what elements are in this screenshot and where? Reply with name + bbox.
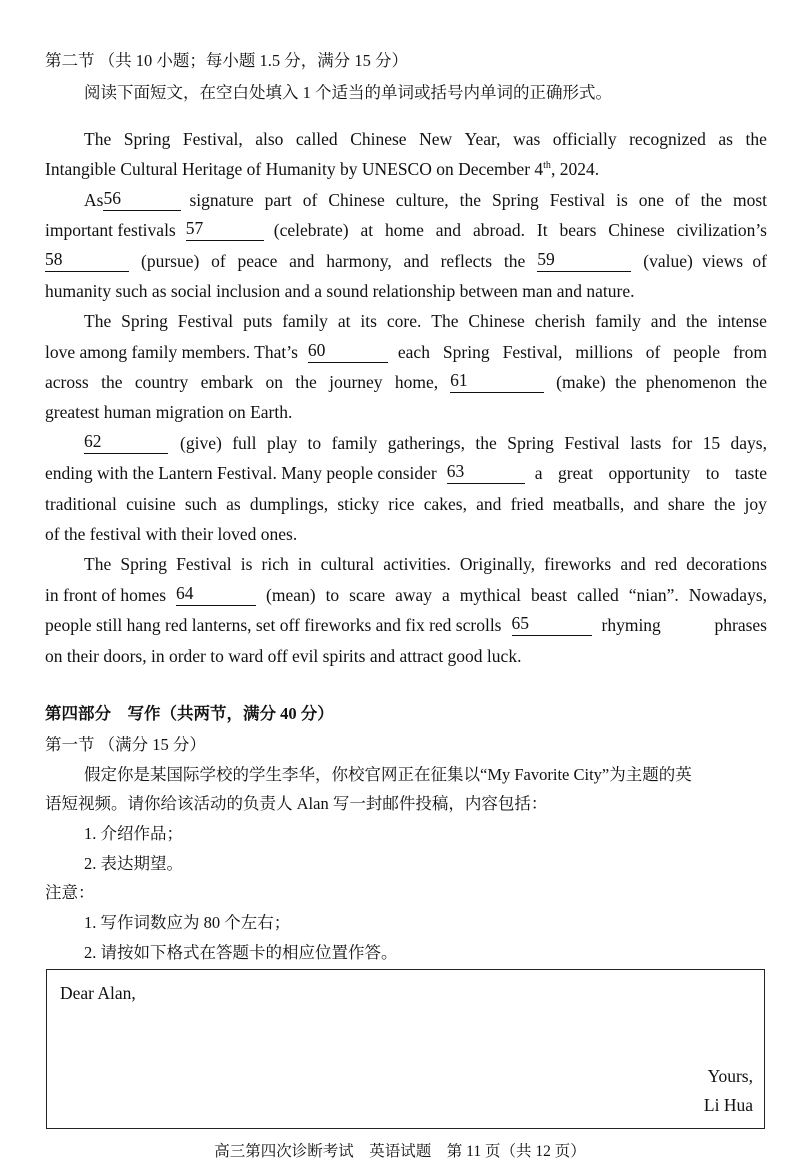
word: Festival, — [182, 129, 243, 149]
text-line — [45, 584, 767, 606]
note-item-1: 1. 写作词数应为 80 个左右； — [84, 913, 291, 932]
text: rhyming phrases — [601, 615, 767, 635]
word: joy — [744, 494, 767, 514]
word: fireworks — [544, 554, 612, 574]
text-line — [45, 462, 767, 484]
text: in front of homes — [45, 585, 167, 605]
section2-heading: 第二节 （共 10 小题；每小题 1.5 分，满分 15 分） — [45, 51, 408, 70]
text-line: of the festival with their loved ones. — [45, 524, 298, 544]
word: sticky — [337, 494, 380, 514]
word: cultural — [320, 554, 375, 574]
word: rice — [388, 494, 415, 514]
letter-closing: Yours, — [707, 1066, 753, 1086]
word: and — [633, 494, 659, 514]
text-line — [45, 341, 767, 363]
word: fried — [510, 494, 544, 514]
word: rich — [261, 554, 289, 574]
text: (celebrate) at home and abroad. It bears Chinese civilization’s — [273, 220, 767, 240]
word: called — [295, 129, 338, 149]
word: the — [686, 311, 708, 331]
text-line — [45, 493, 767, 515]
word: cuisine — [126, 494, 176, 514]
word: red — [654, 554, 678, 574]
word: Festival — [177, 311, 234, 331]
blank-61[interactable]: 61 — [450, 371, 544, 393]
word: is — [240, 554, 253, 574]
word: the — [745, 129, 767, 149]
blank-63[interactable]: 63 — [447, 462, 525, 484]
word: New — [419, 129, 453, 149]
text: a great opportunity to taste — [534, 463, 767, 483]
word: and — [620, 554, 646, 574]
word: officially — [552, 129, 617, 149]
writing-prompt-line-2: 语短视频。请你给该活动的负责人 Alan 写一封邮件投稿，内容包括： — [45, 794, 548, 813]
word: decorations — [686, 554, 767, 574]
text: (pursue) of peace and harmony, and reflects the — [141, 251, 526, 271]
part4-section1-heading: 第一节 （满分 15 分） — [45, 735, 206, 754]
note-item-2: 2. 请按如下格式在答题卡的相应位置作答。 — [84, 943, 398, 962]
word: share — [667, 494, 705, 514]
word: core. — [386, 311, 422, 331]
word: was — [513, 129, 541, 149]
text-line — [45, 614, 767, 636]
word: as — [226, 494, 241, 514]
content-item-1: 1. 介绍作品； — [84, 824, 183, 843]
word: The — [84, 129, 112, 149]
word: intense — [717, 311, 767, 331]
content-item-2: 2. 表达期望。 — [84, 854, 183, 873]
text-line — [84, 432, 767, 454]
text-line: humanity such as social inclusion and a sound relationship between man and nature. — [45, 281, 635, 301]
word: traditional — [45, 494, 117, 514]
notes-label: 注意： — [45, 883, 95, 902]
text: As — [84, 190, 104, 210]
text: (make) the phenomenon the — [556, 372, 767, 392]
word: as — [718, 129, 733, 149]
word: its — [360, 311, 377, 331]
word: Year, — [464, 129, 501, 149]
text: love among family members. That’s — [45, 342, 298, 362]
word: at — [337, 311, 351, 331]
letter-signature: Li Hua — [703, 1095, 753, 1115]
word: also — [255, 129, 284, 149]
word: Spring — [123, 129, 171, 149]
blank-57[interactable]: 57 — [186, 219, 264, 241]
text-line — [84, 553, 767, 575]
word: The — [431, 311, 459, 331]
text: people still hang red lanterns, set off fireworks and fix red scrolls — [45, 615, 502, 635]
word: and — [650, 311, 677, 331]
word: such — [184, 494, 217, 514]
word: Originally, — [459, 554, 536, 574]
word: cakes, — [423, 494, 467, 514]
blank-58[interactable]: 58 — [45, 250, 129, 272]
word: recognized — [629, 129, 706, 149]
text: (value) views of — [643, 251, 767, 271]
word: Spring — [120, 554, 168, 574]
word: activities. — [383, 554, 451, 574]
text: important festivals — [45, 220, 176, 240]
word: Festival — [176, 554, 232, 574]
text: ending with the Lantern Festival. Many people consider — [45, 463, 437, 483]
section2-instruction: 阅读下面短文，在空白处填入 1 个适当的单词或括号内单词的正确形式。 — [84, 83, 612, 102]
word: Chinese — [468, 311, 525, 331]
text: signature part of Chinese culture, the Spring Festival is one of the most — [189, 190, 767, 210]
blank-62[interactable]: 62 — [84, 432, 168, 454]
word: The — [84, 554, 112, 574]
blank-59[interactable]: 59 — [537, 250, 631, 272]
page-footer: 高三第四次诊断考试 英语试题 第 11 页（共 12 页） — [214, 1143, 586, 1160]
text: across the country embark on the journey home, — [45, 372, 439, 392]
writing-prompt-line-1: 假定你是某国际学校的学生李华，你校官网正在征集以“My Favorite City”为主题的英 — [84, 765, 692, 784]
word: the — [713, 494, 736, 514]
text-line — [84, 128, 767, 150]
word: in — [297, 554, 312, 574]
text-line — [84, 310, 767, 332]
superscript: th — [543, 160, 551, 171]
word: puts — [243, 311, 273, 331]
part4-heading: 第四部分 写作（共两节，满分 40 分） — [45, 704, 334, 723]
word: meatballs, — [552, 494, 625, 514]
word: family — [282, 311, 328, 331]
text-line — [45, 219, 767, 241]
text-line: greatest human migration on Earth. — [45, 402, 293, 422]
letter-answer-box[interactable] — [46, 969, 765, 1129]
letter-greeting: Dear Alan, — [60, 983, 136, 1003]
blank-60[interactable]: 60 — [308, 341, 388, 363]
word: dumplings, — [249, 494, 329, 514]
text-line — [45, 371, 767, 393]
text: (mean) to scare away a mythical beast called “nian”. Nowadays, — [266, 585, 767, 605]
text: each Spring Festival, millions of people from — [397, 342, 767, 362]
word: and — [476, 494, 502, 514]
text-line — [45, 250, 767, 272]
word: Chinese — [350, 129, 407, 149]
blank-65[interactable]: 65 — [512, 614, 592, 636]
blank-56[interactable]: 56 — [103, 189, 181, 211]
text-line: on their doors, in order to ward off evil spirits and attract good luck. — [45, 646, 522, 666]
text-line — [45, 158, 599, 180]
text-line — [84, 189, 767, 211]
text: , 2024. — [550, 159, 600, 179]
text: Intangible Cultural Heritage of Humanity by UNESCO on December 4 — [45, 159, 544, 179]
word: Spring — [121, 311, 168, 331]
blank-64[interactable]: 64 — [176, 584, 256, 606]
text: (give) full play to family gatherings, the Spring Festival lasts for 15 days, — [180, 433, 767, 453]
word: family — [595, 311, 641, 331]
word: cherish — [534, 311, 586, 331]
word: The — [84, 311, 112, 331]
